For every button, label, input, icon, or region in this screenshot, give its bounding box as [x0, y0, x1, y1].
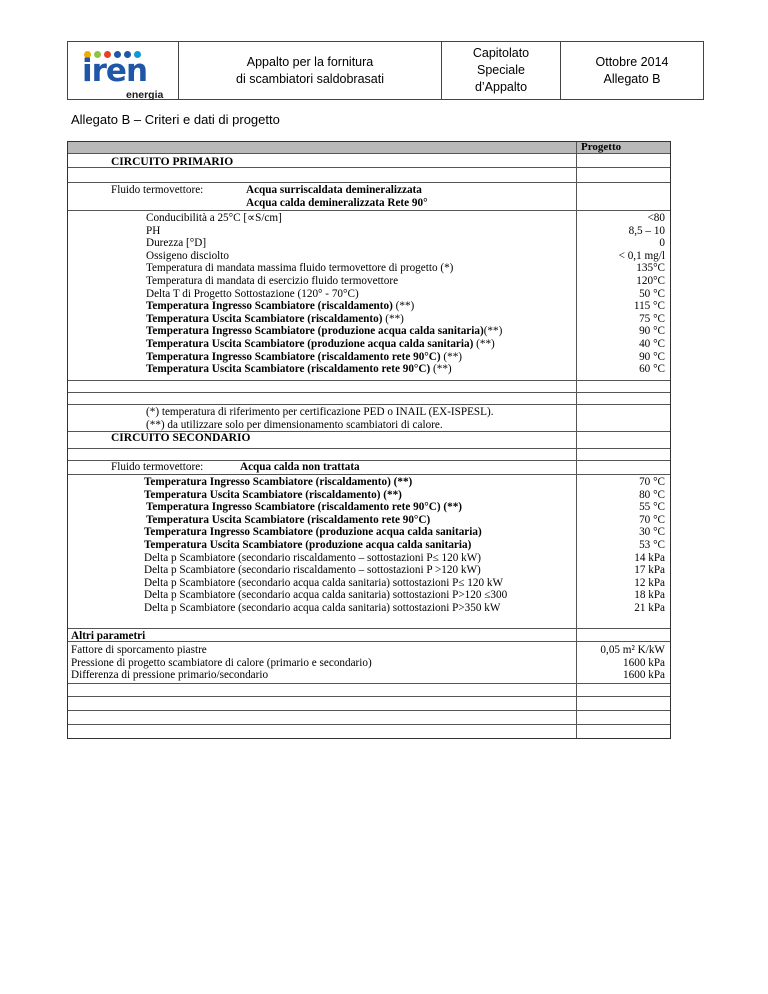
table-row-value: 18 kPa [634, 589, 665, 602]
row-label-bold: Temperatura Ingresso Scambiatore (produzione acqua calda sanitaria) [146, 325, 484, 338]
row-label-suffix: (**) [430, 363, 452, 376]
table-row-label [146, 262, 453, 274]
row-divider [68, 404, 670, 405]
header-title-line1: Appalto per la fornitura [246, 54, 374, 69]
table-row-value: 30 °C [639, 526, 665, 539]
other-params-title: Altri parametri [71, 630, 146, 642]
table-row-label [146, 363, 452, 375]
primary-circuit-title: CIRCUITO PRIMARIO [111, 156, 234, 168]
row-divider [68, 710, 670, 711]
table-row-label [146, 212, 282, 224]
table-row-value: 8,5 – 10 [628, 224, 665, 237]
row-label-text: Delta p Scambiatore (secondario acqua calda sanitaria) sottostazioni P≤ 120 kW [144, 576, 504, 589]
header-date-line2: Allegato B [603, 71, 661, 86]
row-divider [68, 431, 670, 432]
table-row-value: 60 °C [639, 363, 665, 376]
row-divider [68, 724, 670, 725]
table-row-label [144, 489, 402, 501]
table-row-value: 21 kPa [634, 602, 665, 614]
logo-wordmark: iren [82, 53, 148, 89]
table-row-value: 115 °C [633, 300, 665, 313]
table-row-label [146, 237, 206, 249]
table-row-label [144, 539, 471, 551]
row-label-text: Delta T di Progetto Sottostazione (120° - 70°C) [146, 287, 359, 300]
table-row-value: 40 °C [639, 338, 665, 350]
table-row-value: 135°C [636, 262, 665, 275]
row-label-bold: Temperatura Ingresso Scambiatore (produzione acqua calda sanitaria) [144, 526, 482, 539]
table-row-value: 1600 kPa [623, 669, 665, 682]
project-column-header: Progetto [581, 141, 622, 153]
header-doc-type [442, 42, 561, 100]
header-doc-line1: Capitolato [472, 46, 530, 60]
row-label-bold: Temperatura Ingresso Scambiatore (riscaldamento) (**) [144, 476, 413, 488]
row-divider [68, 641, 670, 642]
data-table [67, 141, 671, 739]
header-title [179, 42, 442, 100]
row-label-text: Temperatura di mandata di esercizio fluido termovettore [146, 275, 399, 287]
row-label-text: Fattore di sporcamento piastre [71, 644, 207, 656]
primary-fluid-label: Fluido termovettore: [111, 184, 204, 196]
table-row-value: 90 °C [639, 325, 665, 338]
row-label-bold: Temperatura Ingresso Scambiatore (riscaldamento rete 90°C) [146, 350, 441, 363]
row-label-text: Delta p Scambiatore (secondario acqua calda sanitaria) sottostazioni P>350 kW [144, 602, 501, 614]
table-row-label [71, 669, 268, 681]
row-divider [68, 460, 670, 461]
header-date-line1: Ottobre 2014 [595, 54, 669, 69]
row-divider [68, 474, 670, 475]
table-row-label [146, 225, 160, 237]
row-divider [68, 392, 670, 393]
header-doc-line2: Speciale [477, 63, 525, 77]
row-divider [68, 683, 670, 684]
table-row-label [146, 351, 462, 363]
row-label-bold: Temperatura Uscita Scambiatore (produzione acqua calda sanitaria) [146, 338, 474, 350]
secondary-circuit-title: CIRCUITO SECONDARIO [111, 432, 251, 444]
row-label-bold: Temperatura Ingresso Scambiatore (riscaldamento) [146, 300, 393, 313]
table-row-value: 50 °C [639, 287, 665, 300]
table-row-value: 0,05 m² K/kW [600, 644, 665, 656]
row-label-text: Differenza di pressione primario/secondario [71, 669, 269, 682]
table-row-label [71, 644, 207, 656]
logo-cell [68, 42, 179, 100]
table-row-label [146, 275, 398, 287]
row-label-bold: Temperatura Uscita Scambiatore (riscaldamento) [146, 312, 383, 325]
row-divider [68, 448, 670, 449]
table-row-label [146, 325, 502, 337]
table-row-label [144, 526, 482, 538]
row-label-suffix: (**) [392, 300, 415, 313]
table-row-value: <80 [647, 212, 665, 224]
table-row-label [144, 564, 481, 576]
table-row-value: 70 °C [639, 476, 665, 488]
row-label-suffix: (**) [473, 338, 495, 350]
table-row-value: 80 °C [639, 488, 665, 501]
column-divider [576, 142, 577, 738]
table-row-label [146, 501, 462, 513]
table-row-value: 90 °C [639, 350, 665, 363]
table-row-value: 120°C [636, 275, 665, 287]
row-label-text: Pressione di progetto scambiatore di calore (primario e secondario) [71, 656, 372, 669]
table-row-value: 53 °C [639, 539, 665, 551]
note-2: (**) da utilizzare solo per dimensionamento scambiatori di calore. [146, 419, 443, 431]
row-label-suffix: (**) [440, 350, 463, 363]
table-row-value: 14 kPa [634, 551, 665, 564]
logo-subtext: energia [126, 89, 164, 101]
table-row-value: 75 °C [639, 312, 665, 325]
row-divider [68, 380, 670, 381]
secondary-fluid-label: Fluido termovettore: [111, 461, 204, 473]
header-date [561, 42, 704, 100]
row-label-bold: Temperatura Ingresso Scambiatore (riscaldamento rete 90°C) (**) [146, 501, 463, 514]
table-row-label [144, 577, 503, 589]
row-label-suffix: (**) [483, 325, 503, 338]
row-label-bold: Temperatura Uscita Scambiatore (riscaldamento rete 90°C) [146, 513, 431, 526]
row-label-bold: Temperatura Uscita Scambiatore (produzione acqua calda sanitaria) [144, 539, 472, 551]
table-row-label [146, 300, 414, 312]
table-row-value: 70 °C [639, 513, 665, 526]
row-label-text: Durezza [°D] [146, 237, 207, 250]
table-row-label [144, 589, 507, 601]
table-row-label [144, 552, 481, 564]
table-row-label [146, 313, 404, 325]
row-divider [68, 210, 670, 211]
row-divider [68, 182, 670, 183]
primary-fluid-value-1: Acqua surriscaldata demineralizzata [246, 184, 422, 196]
primary-fluid-value-2: Acqua calda demineralizzata Rete 90° [246, 197, 428, 209]
row-label-suffix: (**) [382, 312, 404, 325]
secondary-fluid-value: Acqua calda non trattata [240, 461, 360, 473]
row-divider [68, 628, 670, 629]
row-label-text: Delta p Scambiatore (secondario riscaldamento – sottostazioni P≤ 120 kW) [144, 551, 482, 564]
table-row-label [71, 657, 372, 669]
row-label-text: Ossigeno disciolto [146, 249, 229, 262]
table-row-label [146, 288, 359, 300]
table-row-value: 12 kPa [634, 576, 665, 589]
table-row-value: 0 [659, 237, 665, 250]
row-label-text: Conducibilità a 25°C [∝S/cm] [146, 212, 282, 224]
header-title-line2: di scambiatori saldobrasati [236, 71, 384, 86]
row-label-text: Delta p Scambiatore (secondario riscaldamento – sottostazioni P >120 kW) [144, 564, 481, 577]
note-1: (*) temperatura di riferimento per certificazione PED o INAIL (EX-ISPESL). [146, 406, 494, 418]
page-subtitle: Allegato B – Criteri e dati di progetto [71, 112, 280, 127]
row-divider [68, 167, 670, 168]
document-header [67, 41, 704, 100]
row-label-bold: Temperatura Uscita Scambiatore (riscaldamento) (**) [144, 488, 402, 501]
row-label-bold: Temperatura Uscita Scambiatore (riscaldamento rete 90°C) [146, 363, 431, 376]
table-row-label [144, 602, 500, 614]
row-label-text: Delta p Scambiatore (secondario acqua calda sanitaria) sottostazioni P>120 ≤300 [144, 589, 508, 602]
table-row-value: 17 kPa [634, 564, 665, 577]
row-label-text: Temperatura di mandata massima fluido termovettore di progetto (*) [146, 262, 454, 275]
header-doc-line3: d’Appalto [474, 80, 528, 94]
table-row-value: 55 °C [639, 501, 665, 514]
table-row-value: 1600 kPa [623, 656, 665, 669]
row-divider [68, 696, 670, 697]
table-row-label [146, 514, 430, 526]
table-row-value: < 0,1 mg/l [618, 249, 665, 262]
table-row-label [146, 338, 495, 350]
table-row-label [144, 476, 412, 488]
row-label-text: PH [146, 224, 161, 237]
table-row-label [146, 250, 229, 262]
